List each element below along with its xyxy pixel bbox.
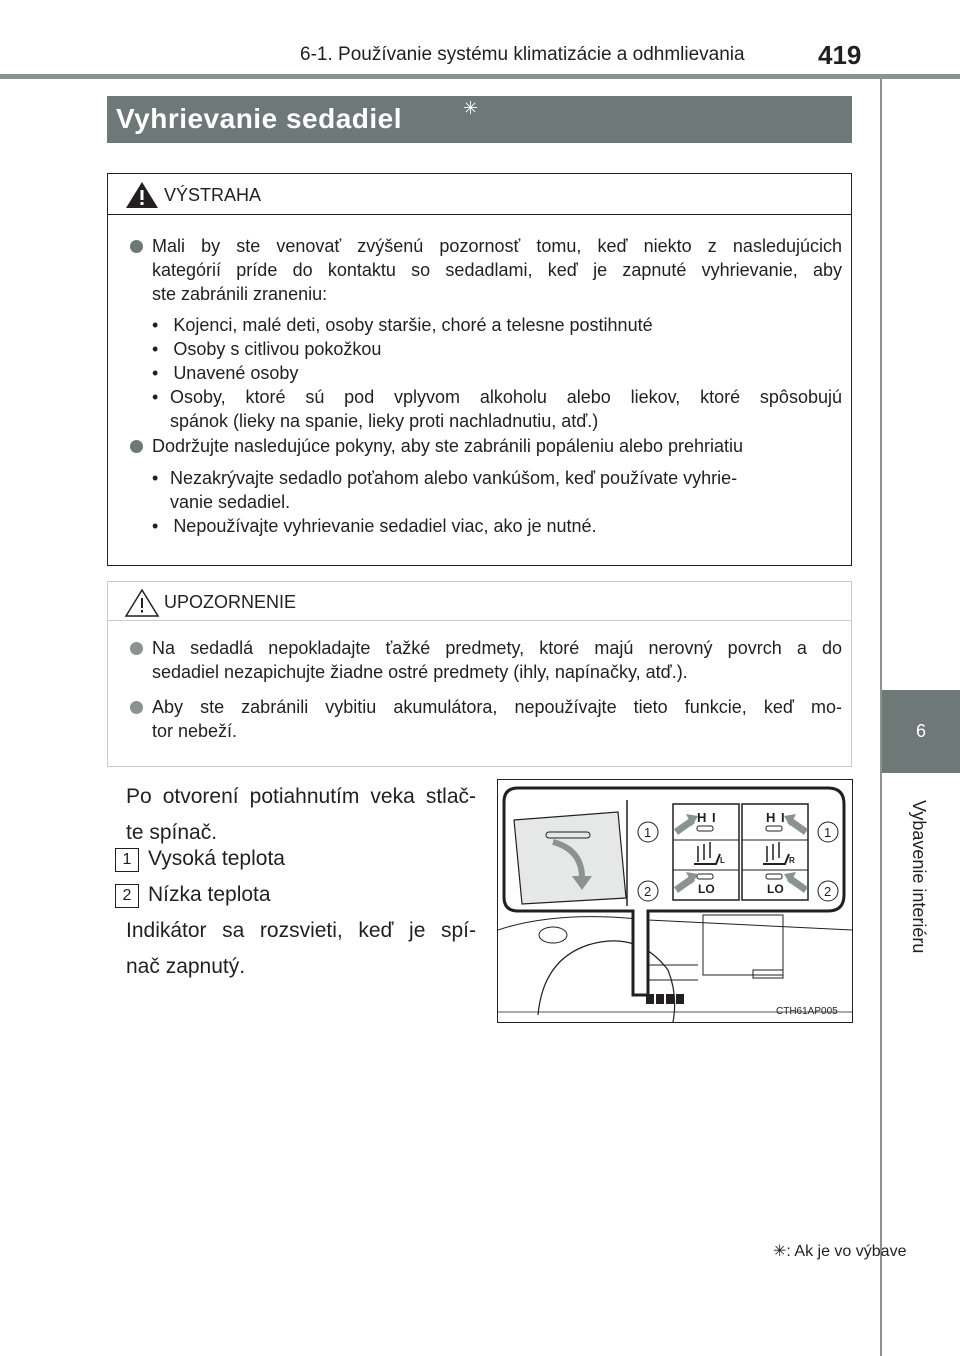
right-seat-letter: R bbox=[789, 856, 795, 865]
text-line: Na sedadlá nepokladajte ťažké predmety, ktoré majú nerovný povrch a do bbox=[152, 638, 842, 658]
figure-code: CTH61AP005 bbox=[776, 1006, 838, 1017]
indicator-text bbox=[126, 913, 476, 985]
warning-item-2: Dodržujte nasledujúce pokyny, aby ste zabránili popáleniu alebo prehriatiu bbox=[152, 436, 744, 456]
footnote: ✳: Ak je vo výbave bbox=[773, 1243, 907, 1260]
callout-2-right: 2 bbox=[824, 884, 832, 899]
lo-label-left: LO bbox=[698, 882, 715, 896]
list-item-text: spánok (lieky na spanie, lieky proti nachladnutiu, atď.) bbox=[170, 411, 599, 431]
lo-label-right: LO bbox=[767, 882, 784, 896]
callout-number-2: 2 bbox=[115, 884, 139, 908]
bullet-dot bbox=[130, 701, 143, 714]
dashboard-drawing bbox=[498, 780, 852, 1022]
text-line: nač zapnutý. bbox=[126, 955, 246, 978]
page-number: 419 bbox=[818, 40, 862, 70]
callout-number-1: 1 bbox=[115, 848, 139, 872]
warning-heading: VÝSTRAHA bbox=[164, 185, 262, 205]
warning-item-1-list bbox=[152, 313, 842, 433]
running-header: 6-1. Používanie systému klimatizácie a odhmlievania bbox=[300, 44, 745, 65]
optional-equipment-marker: ✳ bbox=[463, 98, 479, 118]
text-line: Indikátor sa rozsvieti, keď je spí- bbox=[126, 919, 476, 942]
caution-divider bbox=[108, 620, 851, 621]
warning-triangle-icon bbox=[124, 180, 160, 210]
warning-item-1 bbox=[152, 234, 842, 306]
list-item: • Nezakrývajte sedadlo poťahom alebo vankúšom, keď používate vyhrie- bbox=[152, 466, 842, 490]
text-line: tor nebeží. bbox=[152, 721, 238, 741]
hi-label-left: H I bbox=[697, 810, 717, 825]
seat-heater-illustration bbox=[497, 779, 853, 1023]
left-seat-letter: L bbox=[720, 856, 725, 865]
list-item: • Unavené osoby bbox=[152, 363, 299, 383]
caution-heading: UPOZORNENIE bbox=[164, 592, 297, 612]
bullet-dot bbox=[130, 240, 143, 253]
text-line: Po otvorení potiahnutím veka stlač- bbox=[126, 785, 476, 808]
list-item-text: vanie sedadiel. bbox=[170, 492, 291, 512]
hi-label-right: H I bbox=[766, 810, 786, 825]
caution-item-1 bbox=[152, 636, 842, 684]
text-line: kategórií príde do kontaktu so sedadlami, keď je zapnuté vyhrievanie, aby bbox=[152, 260, 842, 280]
text-line: sedadiel nezapichujte žiadne ostré predmety (ihly, napínačky, atď.). bbox=[152, 662, 688, 682]
bullet-dot bbox=[130, 642, 143, 655]
list-item-text: Osoby, ktoré sú pod vplyvom alkoholu alebo liekov, ktoré spôsobujú bbox=[170, 387, 842, 407]
list-item: • Nepoužívajte vyhrievanie sedadiel viac, ako je nutné. bbox=[152, 516, 597, 536]
list-item-text: Osoby s citlivou pokožkou bbox=[173, 339, 382, 359]
list-item: • Osoby s citlivou pokožkou bbox=[152, 339, 382, 359]
callout-1-left: 1 bbox=[644, 825, 652, 840]
text-line: Aby ste zabránili vybitiu akumulátora, nepoužívajte tieto funkcie, keď mo- bbox=[152, 697, 842, 717]
chapter-label: Vybavenie interiéru bbox=[909, 800, 929, 954]
high-temperature-label: Vysoká teplota bbox=[148, 847, 285, 870]
header-rule bbox=[0, 74, 960, 79]
chapter-tab: 6 bbox=[882, 690, 960, 773]
callout-1-right: 1 bbox=[824, 825, 832, 840]
warning-item-2-list bbox=[152, 466, 842, 538]
low-temperature-label: Nízka teplota bbox=[148, 883, 271, 906]
list-item-text: Nepoužívajte vyhrievanie sedadiel viac, ako je nutné. bbox=[173, 516, 597, 536]
list-item-text: Kojenci, malé deti, osoby staršie, choré a telesne postihnuté bbox=[173, 315, 653, 335]
list-item: • Osoby, ktoré sú pod vplyvom alkoholu alebo liekov, ktoré spôsobujú bbox=[152, 387, 842, 407]
text-line: te spínač. bbox=[126, 821, 218, 844]
caution-triangle-icon bbox=[124, 588, 160, 618]
list-item: • Kojenci, malé deti, osoby staršie, choré a telesne postihnuté bbox=[152, 315, 653, 335]
list-item-text: Nezakrývajte sedadlo poťahom alebo vankúšom, keď používate vyhrie- bbox=[170, 468, 738, 488]
section-title: Vyhrievanie sedadiel bbox=[116, 103, 402, 134]
text-line: ste zabránili zraneniu: bbox=[152, 284, 328, 304]
text-line: Mali by ste venovať zvýšenú pozornosť tomu, keď niekto z nasledujúcich bbox=[152, 236, 842, 256]
bullet-dot bbox=[130, 440, 143, 453]
list-item-text: Unavené osoby bbox=[173, 363, 299, 383]
warning-divider bbox=[108, 214, 851, 215]
callout-2-left: 2 bbox=[644, 884, 652, 899]
caution-item-2 bbox=[152, 695, 842, 743]
